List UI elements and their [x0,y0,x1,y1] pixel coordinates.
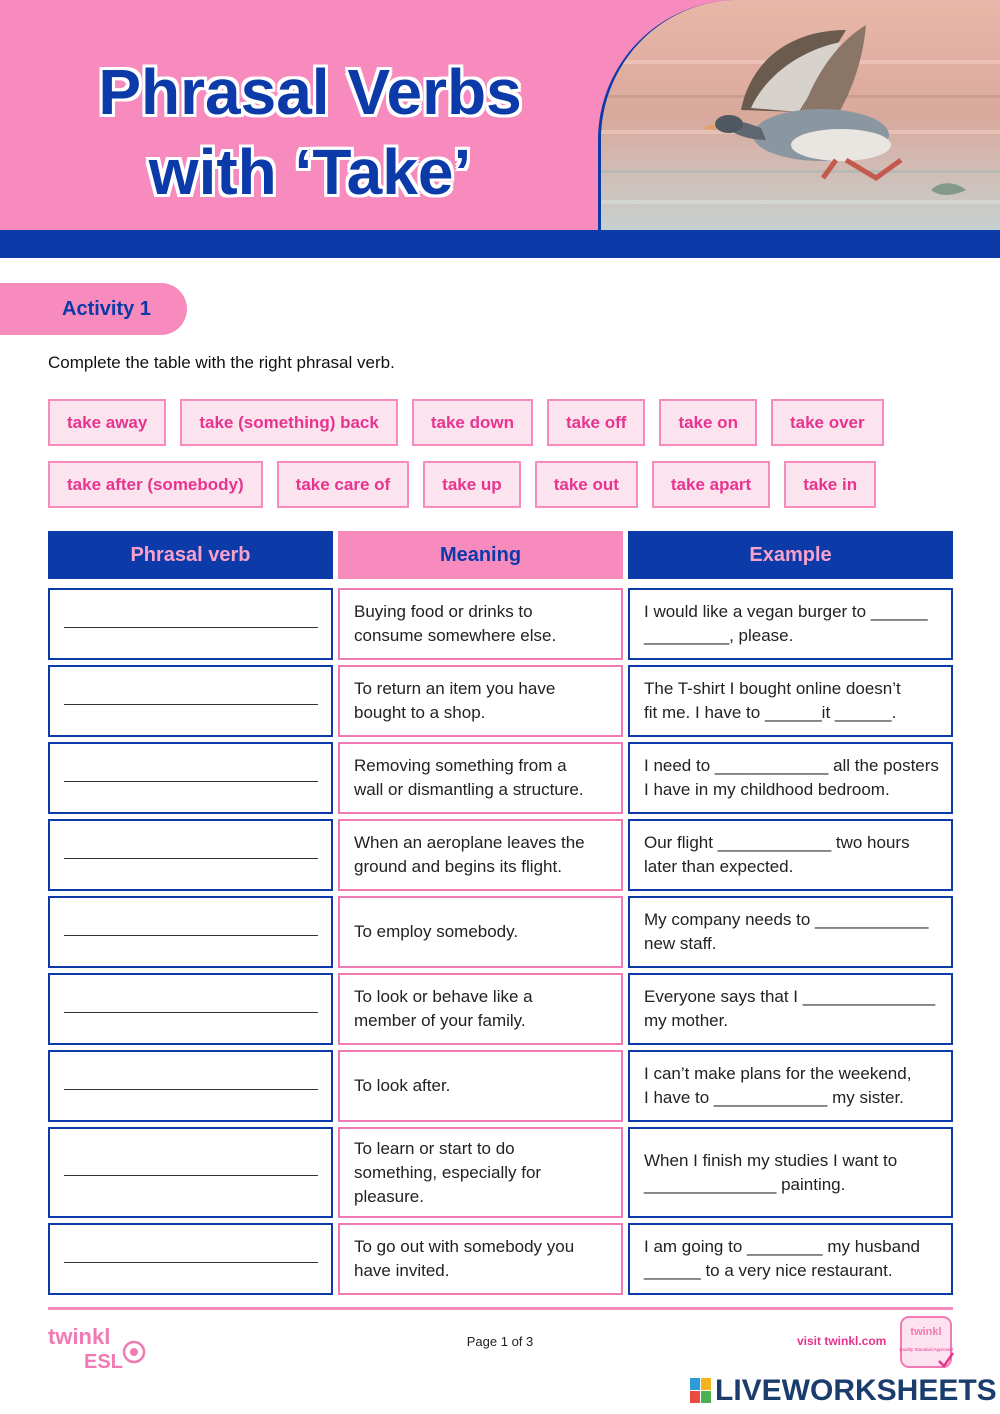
table-row [48,588,953,660]
example-cell [628,1223,953,1295]
page-header [0,0,1000,258]
meaning-cell [338,665,623,737]
example-line: I am going to ________ my husband [644,1237,920,1256]
table-row [48,819,953,891]
answer-blank[interactable] [64,1175,318,1176]
meaning-line: wall or dismantling a structure. [354,780,584,799]
answer-blank[interactable] [64,858,318,859]
liveworksheets-logo-icon [690,1378,712,1404]
meaning-cell [338,819,623,891]
meaning-line: Removing something from a [354,756,567,775]
example-line: Our flight ____________ two hours [644,833,910,852]
word-chip[interactable]: take on [659,399,757,446]
table-row [48,1127,953,1218]
answer-blank[interactable] [64,627,318,628]
table-row [48,742,953,814]
word-chip[interactable]: take apart [652,461,770,508]
meaning-cell [338,742,623,814]
word-chip[interactable]: take after (somebody) [48,461,263,508]
answer-cell[interactable] [48,973,333,1045]
example-line: I have to ____________ my sister. [644,1088,904,1107]
answer-cell[interactable] [48,588,333,660]
example-line: I have in my childhood bedroom. [644,780,890,799]
meaning-cell [338,1050,623,1122]
meaning-line: To learn or start to do [354,1138,515,1158]
answer-blank[interactable] [64,1089,318,1090]
meaning-line: pleasure. [354,1186,424,1206]
example-line: Everyone says that I ______________ [644,987,936,1006]
meaning-line: When an aeroplane leaves the [354,833,585,852]
example-line: later than expected. [644,857,794,876]
answer-cell[interactable] [48,665,333,737]
title-line-2: with ‘Take’ [148,136,472,208]
word-chip[interactable]: take up [423,461,521,508]
example-cell [628,1050,953,1122]
meaning-line: bought to a shop. [354,703,486,722]
quality-badge [899,1315,955,1371]
meaning-cell [338,588,623,660]
answer-blank[interactable] [64,704,318,705]
header-photo [598,0,1000,230]
answer-cell[interactable] [48,819,333,891]
badge-title: twinkl [910,1326,942,1338]
header-example: Example [628,531,953,579]
meaning-cell [338,1127,623,1218]
logo-text: twinkl [48,1324,111,1349]
answer-blank[interactable] [64,781,318,782]
answer-cell[interactable] [48,896,333,968]
example-line: The T-shirt I bought online doesn’t [644,679,901,698]
table-row [48,1223,953,1295]
example-cell [628,742,953,814]
word-chip[interactable]: take out [535,461,638,508]
meaning-line: consume somewhere else. [354,626,557,645]
meaning-line: member of your family. [354,1011,526,1030]
meaning-cell [338,1223,623,1295]
meaning-line: To return an item you have [354,679,556,698]
instruction-text: Complete the table with the right phrasal verb. [48,353,395,372]
table-body [48,588,953,1295]
answer-cell[interactable] [48,1223,333,1295]
answer-blank[interactable] [64,1262,318,1263]
word-chip[interactable]: take in [784,461,876,508]
example-cell [628,896,953,968]
table-row [48,665,953,737]
meaning-line: have invited. [354,1261,450,1280]
example-line: fit me. I have to ______it ______. [644,703,897,722]
answer-cell[interactable] [48,1127,333,1218]
goose-photo-icon [601,0,1000,230]
example-line: I can’t make plans for the weekend, [644,1064,912,1083]
word-chip[interactable]: take off [547,399,645,446]
example-line: My company needs to ____________ [644,910,929,929]
watermark-text: LIVEWORKSHEETS [715,1374,997,1407]
word-chip[interactable]: take away [48,399,166,446]
example-line: my mother. [644,1011,729,1030]
example-line: ______ to a very nice restaurant. [644,1261,893,1280]
answer-cell[interactable] [48,742,333,814]
header-meaning: Meaning [338,531,623,579]
quality-badge-icon [899,1315,955,1371]
word-chip[interactable]: take (something) back [180,399,398,446]
meaning-line: Buying food or drinks to [354,602,533,621]
word-chip[interactable]: take down [412,399,533,446]
example-line: I need to ____________ all the posters [644,756,939,775]
word-chip[interactable]: take care of [277,461,410,508]
activity-label: Activity 1 [0,283,187,335]
meaning-line: something, especially for [354,1162,542,1182]
example-line: _________, please. [644,626,794,645]
liveworksheets-watermark [690,1374,997,1408]
word-chip[interactable]: take over [771,399,884,446]
table-row [48,896,953,968]
word-bank-row-1 [48,399,884,446]
page-title [60,52,560,212]
example-line: new staff. [644,934,717,953]
meaning-line: To look after. [354,1076,451,1095]
example-line: When I finish my studies I want to [644,1150,898,1170]
header-blue-band [0,230,1000,258]
logo-sub: ESL [84,1351,123,1373]
answer-cell[interactable] [48,1050,333,1122]
table-row [48,1050,953,1122]
example-cell [628,665,953,737]
example-cell [628,588,953,660]
phrasal-verb-table [48,531,953,1300]
footer-divider [48,1307,953,1310]
header-phrasal-verb: Phrasal verb [48,531,333,579]
example-cell [628,1127,953,1218]
visit-link[interactable]: visit twinkl.com [797,1334,887,1348]
table-row [48,973,953,1045]
badge-sub: Quality Standard Approved [899,1347,953,1352]
table-header [48,531,953,579]
example-cell [628,819,953,891]
answer-blank[interactable] [64,935,318,936]
answer-blank[interactable] [64,1012,318,1013]
meaning-cell [338,896,623,968]
meaning-line: ground and begins its flight. [354,857,562,876]
page-number: Page 1 of 3 [466,1334,534,1349]
meaning-cell [338,973,623,1045]
example-cell [628,973,953,1045]
meaning-line: To look or behave like a [354,987,533,1006]
meaning-line: To go out with somebody you [354,1237,575,1256]
meaning-line: To employ somebody. [354,922,519,941]
word-bank-row-2 [48,461,876,508]
title-line-1: Phrasal Verbs [98,56,522,128]
example-line: ______________ painting. [644,1174,846,1194]
example-line: I would like a vegan burger to ______ [644,602,928,621]
